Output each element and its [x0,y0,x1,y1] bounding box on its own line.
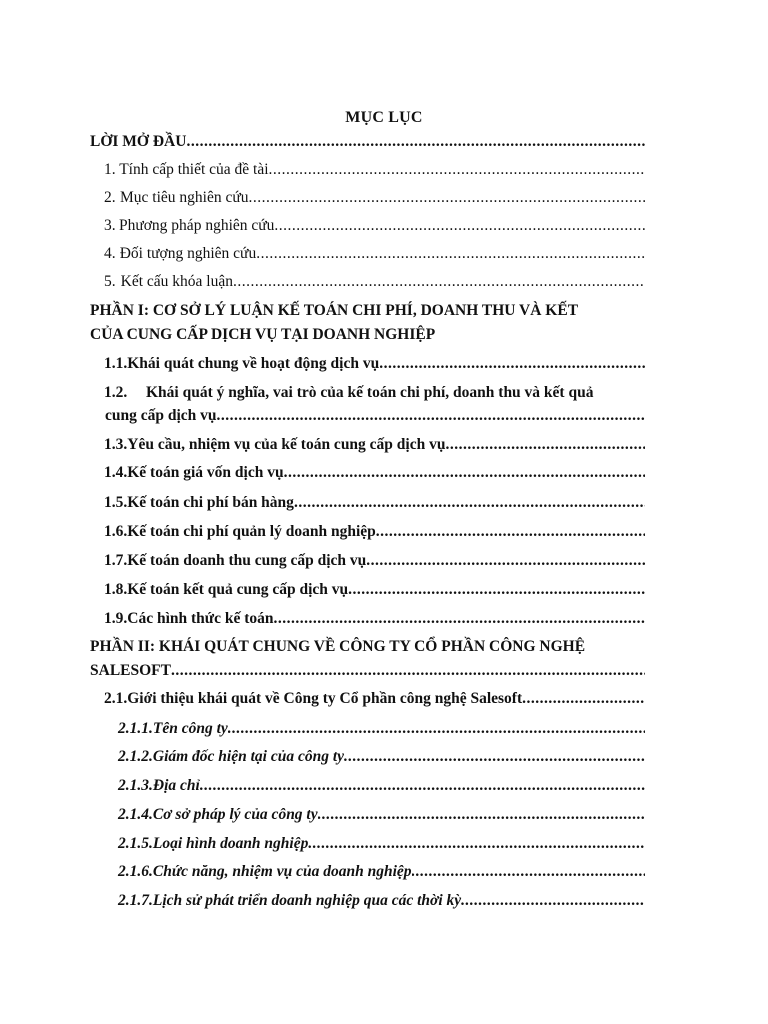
leader-dots [348,581,645,599]
toc-entry-text: Loại hình doanh nghiệp [152,835,309,852]
toc-entry-1-9[interactable] [104,610,645,632]
leader-dots [186,133,645,151]
leader-dots [294,494,645,512]
toc-entry-number: 1. [104,161,116,178]
toc-entry-text: LỜI MỞ ĐẦU [90,133,187,150]
leader-dots [274,610,646,628]
toc-entry-number: 1.4. [104,464,128,481]
toc-entry-2-1-2[interactable] [118,748,645,770]
toc-entry-text: Mục tiêu nghiên cứu [120,189,249,206]
toc-entry-1-3[interactable] [104,436,645,458]
toc-entry-text: Các hình thức kế toán [127,610,274,627]
leader-dots [461,892,645,910]
toc-entry-text: Kết cấu khóa luận [120,273,233,290]
leader-dots [308,835,645,853]
toc-entry-number: 4. [104,245,116,262]
leader-dots [366,552,645,570]
leader-dots [445,436,645,454]
leader-dots [228,720,645,738]
toc-entry-number: 1.7. [104,552,128,569]
toc-entry-text: Khái quát chung về hoạt động dịch vụ [127,355,380,372]
toc-entry-number: 1.8. [104,581,128,598]
leader-dots [318,806,645,824]
toc-entry-text: Phương pháp nghiên cứu [118,217,275,234]
leader-dots [284,464,645,482]
toc-entry-2-1-1[interactable] [118,720,645,742]
toc-entry-intro-5[interactable] [90,273,645,295]
leader-dots [200,777,645,795]
toc-entry-2-1-3[interactable] [118,777,645,799]
toc-entry-text: Giới thiệu khái quát về Công ty Cổ phần công nghệ Salesoft [127,690,523,707]
toc-entry-text: Khái quát ý nghĩa, vai trò của kế toán chi phí, doanh thu và kết quả [146,384,594,401]
toc-entry-text: Chức năng, nhiệm vụ của doanh nghiệp [152,863,412,880]
leader-dots [256,245,645,263]
leader-dots [376,523,645,541]
toc-entry-number: 1.5. [104,494,128,511]
toc-entry-text: Kế toán chi phí bán hàng [127,494,294,511]
toc-entry-1-1[interactable] [104,355,645,377]
toc-entry-number: 2.1.4. [118,806,153,823]
toc-entry-text: Cơ sở pháp lý của công ty [152,806,318,823]
part-2-heading-line-1[interactable]: PHẦN II: KHÁI QUÁT CHUNG VỀ CÔNG TY CỔ PHẦN CÔNG NGHỆ [90,638,586,655]
toc-entry-text: Địa chỉ [152,777,200,794]
leader-dots [249,189,645,207]
leader-dots [344,748,645,766]
toc-entry-number: 2.1.1. [118,720,153,737]
toc-entry-1-2-continued[interactable] [105,407,645,429]
part-2-heading-line-2[interactable] [90,662,645,684]
toc-entry-1-2[interactable] [104,384,664,406]
toc-entry-text: Lịch sử phát triển doanh nghiệp qua các thời kỳ [152,892,462,909]
toc-entry-1-7[interactable] [104,552,645,574]
toc-entry-number: 1.2. [104,384,128,401]
toc-entry-1-8[interactable] [104,581,645,603]
toc-entry-number: 2.1.6. [118,863,153,880]
toc-entry-2-1[interactable] [104,690,645,712]
toc-entry-2-1-6[interactable] [118,863,645,885]
toc-entry-1-6[interactable] [104,523,645,545]
toc-entry-text: Kế toán kết quả cung cấp dịch vụ [127,581,349,598]
toc-entry-number: 1.1. [104,355,128,372]
toc-entry-number: 1.3. [104,436,128,453]
part-1-heading-line-2[interactable]: CỦA CUNG CẤP DỊCH VỤ TẠI DOANH NGHIỆP [90,326,436,343]
toc-entry-intro-3[interactable] [90,217,645,239]
toc-title: MỤC LỤC [345,109,423,126]
leader-dots [379,355,645,373]
part-1-heading-line-1[interactable]: PHẦN I: CƠ SỞ LÝ LUẬN KẾ TOÁN CHI PHÍ, DOANH THU VÀ KẾT [90,302,579,319]
toc-entry-2-1-5[interactable] [118,835,645,857]
toc-entry-number: 3. [104,217,116,234]
toc-entry-intro[interactable] [90,133,645,155]
toc-entry-2-1-7[interactable] [118,892,645,914]
toc-entry-text: Tính cấp thiết của đề tài [119,161,269,178]
toc-entry-number: 2.1.7. [118,892,153,909]
toc-entry-text: Kế toán chi phí quản lý doanh nghiệp [127,523,376,540]
toc-entry-intro-4[interactable] [90,245,645,267]
toc-entry-text: Yêu cầu, nhiệm vụ của kế toán cung cấp dịch vụ [127,436,446,453]
toc-entry-text: Kế toán giá vốn dịch vụ [127,464,284,481]
toc-entry-number: 2.1.5. [118,835,153,852]
leader-dots [233,273,645,291]
leader-dots [269,161,645,179]
leader-dots [522,690,645,708]
toc-entry-intro-2[interactable] [90,189,645,211]
toc-entry-number: 1.9. [104,610,128,627]
toc-entry-number: 2.1. [104,690,128,707]
toc-entry-text: Kế toán doanh thu cung cấp dịch vụ [127,552,367,569]
toc-entry-number: 2. [104,189,116,206]
toc-entry-number: 2.1.2. [118,748,153,765]
toc-entry-number: 5. [104,273,116,290]
toc-entry-2-1-4[interactable] [118,806,645,828]
toc-entry-text: Tên công ty [152,720,228,737]
leader-dots [412,863,645,881]
toc-entry-text: Đối tượng nghiên cứu [119,245,257,262]
leader-dots [217,407,645,425]
toc-entry-1-5[interactable] [104,494,645,516]
toc-entry-number: 2.1.3. [118,777,153,794]
toc-entry-1-4[interactable] [104,464,645,486]
toc-entry-text: cung cấp dịch vụ [105,407,217,424]
leader-dots [171,662,645,680]
toc-entry-text: SALESOFT [90,662,171,679]
toc-entry-text: Giám đốc hiện tại của công ty [152,748,345,765]
toc-entry-intro-1[interactable] [90,161,645,183]
toc-entry-number: 1.6. [104,523,128,540]
leader-dots [274,217,645,235]
